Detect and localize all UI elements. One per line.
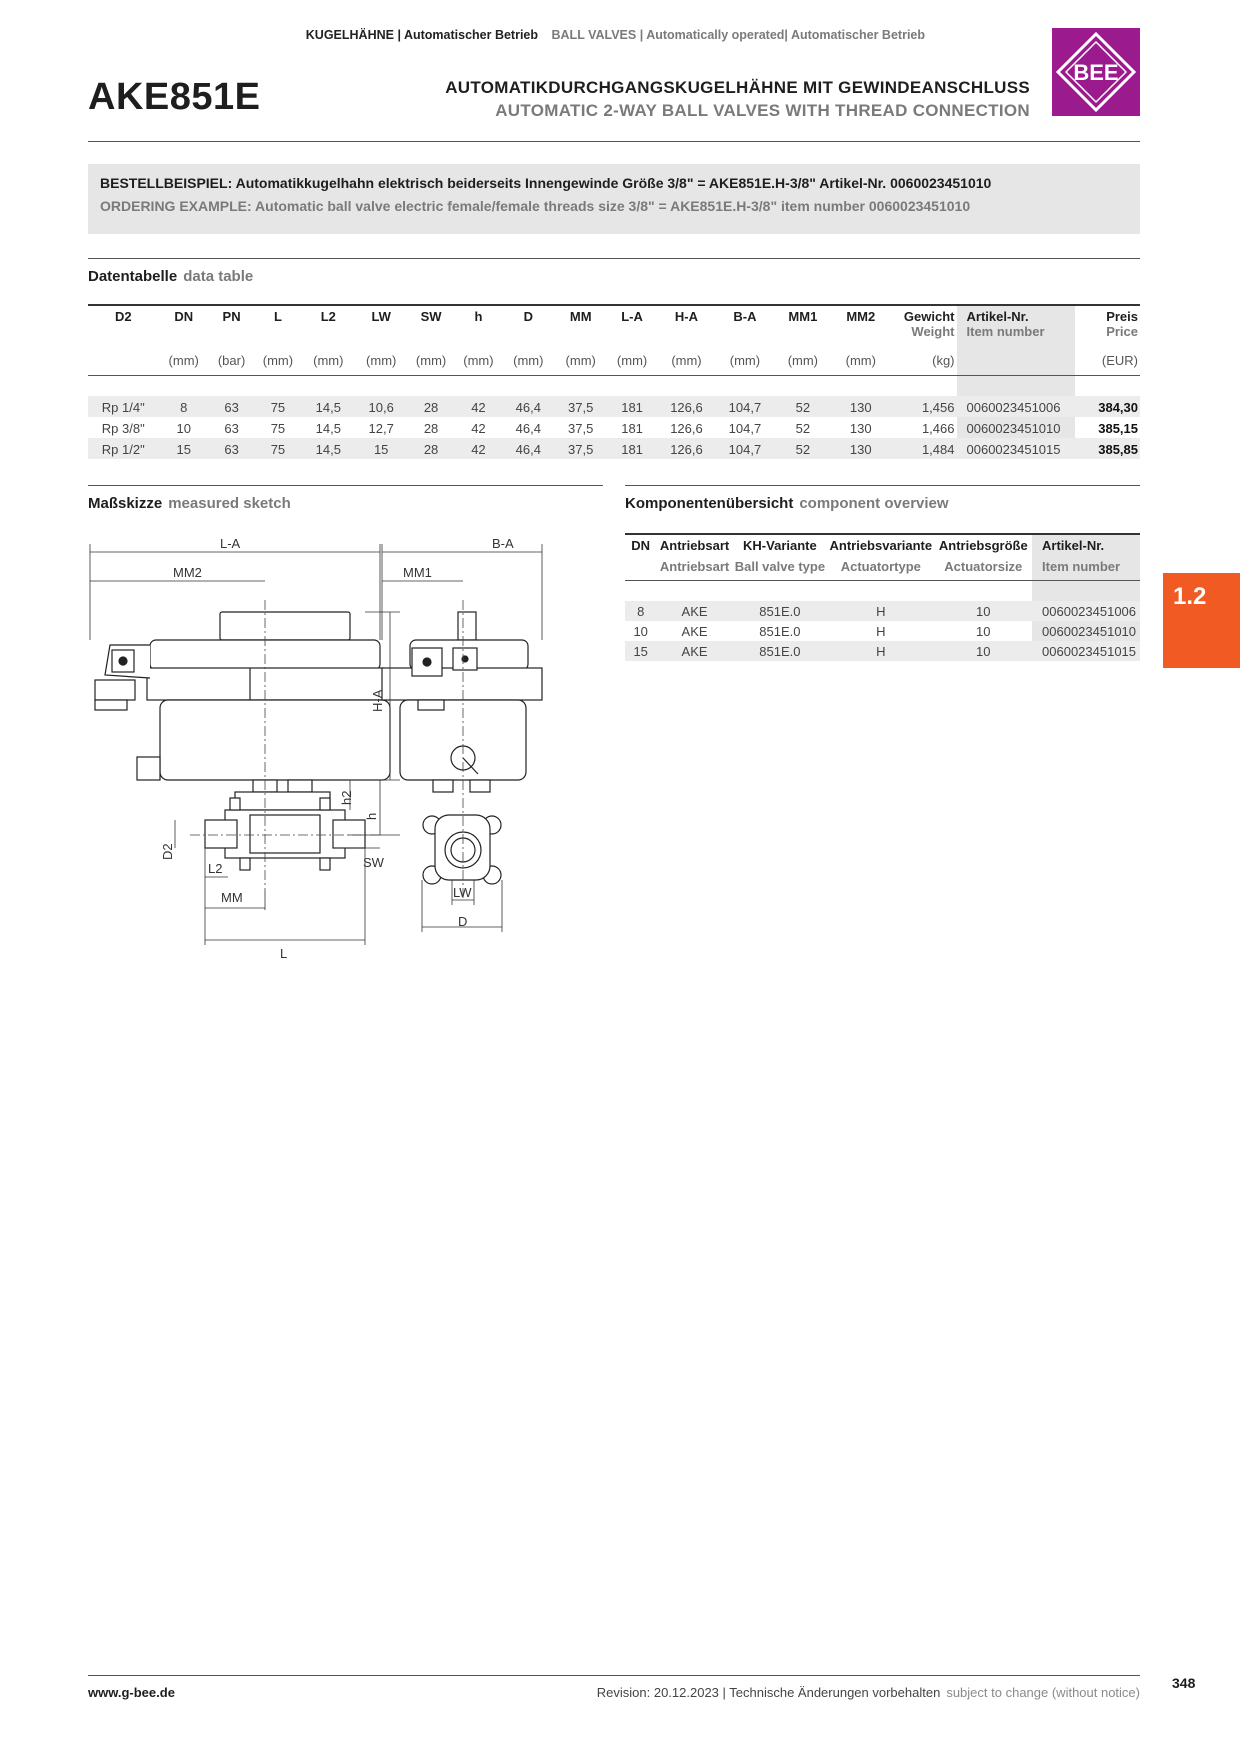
cell: 15 (159, 438, 209, 459)
cell: Rp 1/4" (88, 396, 159, 417)
cell-weight: 1,456 (890, 396, 957, 417)
unit-cell: (mm) (262, 352, 294, 368)
cell: H (827, 641, 935, 661)
cell: 130 (832, 438, 890, 459)
dim-l2: L2 (208, 861, 223, 876)
dim-l: L (280, 946, 288, 961)
unit-cell: (mm) (463, 352, 494, 368)
unit-cell: (mm) (513, 352, 544, 368)
unit-cell-price: (EUR) (1101, 352, 1138, 368)
col-header: L-A (621, 309, 643, 324)
section-tab-label: 1.2 (1173, 583, 1207, 610)
comp-col-header: KH-Variante (743, 538, 817, 553)
comp-col-subheader: Actuatortype (840, 559, 921, 574)
cell: AKE (681, 623, 708, 639)
unit-cell: (mm) (671, 352, 702, 368)
dim-d: D (458, 914, 468, 929)
cell: 52 (774, 438, 831, 459)
dim-mm2: MM2 (173, 565, 202, 580)
components-title-en: component overview (799, 495, 949, 512)
revision-de: Revision: 20.12.2023 | Technische Änderungen vorbehalten (596, 1685, 941, 1700)
sketch-title-en: measured sketch (168, 495, 291, 512)
unit-cell: (mm) (565, 352, 596, 368)
components-title-de: Komponentenübersicht (625, 495, 794, 512)
ordering-example-en: ORDERING EXAMPLE: Automatic ball valve electric female/female threads size 3/8" = AKE851E.H-3/8" item number 0060023451010 (100, 198, 971, 214)
weight-de: Gewicht (903, 309, 955, 324)
data-table-title-en: data table (183, 268, 254, 285)
col-header: B-A (733, 309, 757, 324)
table-row (625, 641, 1140, 661)
cell: 42 (455, 396, 502, 417)
comp-col-header: Antriebsvariante (829, 538, 933, 553)
components-subheader (625, 556, 1140, 581)
cell: 10 (633, 623, 648, 639)
unit-cell: (mm) (616, 352, 648, 368)
unit-cell: (mm) (168, 352, 199, 368)
unit-cell: (mm) (787, 352, 819, 368)
dim-ha: H-A (370, 689, 385, 712)
cell: 46,4 (502, 396, 554, 417)
cell: 130 (849, 420, 872, 436)
dim-d2: D2 (160, 843, 175, 860)
cell-article: 0060023451006 (957, 396, 1076, 417)
ordering-example-de: BESTELLBEISPIEL: Automatikkugelhahn elektrisch beiderseits Innengewinde Größe 3/8" = AKE851E.H-3/8" Artikel-Nr. 0060023451010 (100, 175, 992, 191)
dim-mm: MM (221, 890, 243, 905)
cell-weight: 1,466 (921, 420, 955, 436)
cell: 42 (455, 438, 502, 459)
cell: 10 (935, 601, 1032, 621)
cell: 10 (935, 641, 1032, 661)
cell: 104,7 (728, 420, 762, 436)
cell: 851E.0 (733, 601, 827, 621)
components-title (625, 495, 949, 512)
comp-col-header: Antriebsgröße (938, 538, 1028, 553)
cell: H (827, 601, 935, 621)
cell: 14,5 (302, 396, 355, 417)
col-header: DN (174, 309, 194, 324)
comp-col-subheader: Item number (1032, 556, 1140, 581)
components-header (625, 534, 1140, 556)
cell: 126,6 (657, 438, 715, 459)
cell: 851E.0 (759, 623, 801, 639)
cell: 75 (254, 396, 301, 417)
cell: 37,5 (555, 396, 607, 417)
unit-cell: (mm) (415, 352, 447, 368)
cell: 75 (270, 420, 286, 436)
cell: AKE (656, 601, 732, 621)
cell: 181 (621, 420, 643, 436)
price-en: Price (1106, 324, 1138, 339)
cell: 14,5 (315, 420, 341, 436)
unit-cell: (mm) (729, 352, 761, 368)
comp-col-subheader: Antriebsart (659, 559, 730, 574)
cell: 46,4 (502, 438, 554, 459)
unit-cell (88, 351, 159, 376)
dim-h2: h2 (339, 790, 354, 805)
unit-cell: (mm) (845, 352, 876, 368)
cell: 15 (355, 438, 407, 459)
spacer-row (625, 581, 1140, 602)
cell: 63 (209, 438, 254, 459)
title-de: AUTOMATIKDURCHGANGSKUGELHÄHNE MIT GEWINDEANSCHLUSS (445, 78, 1030, 97)
weight-en: Weight (911, 324, 955, 339)
article-en: Item number (966, 324, 1045, 339)
side-view (95, 612, 390, 870)
cell: 126,6 (670, 420, 703, 436)
cell: 10 (176, 420, 191, 436)
cell-article: 0060023451006 (1032, 601, 1140, 621)
components-table (625, 533, 1140, 661)
dim-ba: B-A (492, 536, 514, 551)
cell-price: 385,15 (1098, 420, 1138, 436)
table-row (88, 438, 1140, 459)
cell: 181 (607, 396, 657, 417)
col-header: MM2 (846, 309, 876, 324)
cell: 130 (832, 396, 890, 417)
cell: 8 (159, 396, 209, 417)
section-tab-marker (1163, 573, 1240, 668)
sketch-title (88, 495, 291, 512)
sketch-title-de: Maßskizze (88, 495, 163, 512)
cell: 851E.0 (733, 641, 827, 661)
cell: 63 (209, 396, 254, 417)
cell: 63 (224, 420, 239, 436)
col-header: D (523, 309, 533, 324)
dim-h: h (364, 812, 379, 820)
category-de: KUGELHÄHNE | Automatischer Betrieb (305, 28, 539, 42)
unit-cell: (mm) (366, 352, 397, 368)
bee-logo-icon (1052, 28, 1140, 116)
cell: 181 (607, 438, 657, 459)
cell: 75 (254, 438, 301, 459)
col-header: MM (569, 309, 592, 324)
cell: 37,5 (555, 438, 607, 459)
cell: 37,5 (568, 420, 594, 436)
cell: 10 (976, 623, 991, 639)
cell: 10,6 (355, 396, 407, 417)
dim-la: L-A (220, 536, 241, 551)
table-row (625, 621, 1140, 641)
data-table-title-de: Datentabelle (88, 268, 178, 285)
category-en: BALL VALVES | Automatically operated| Automatischer Betrieb (551, 28, 925, 42)
col-header: LW (371, 309, 391, 324)
cell: 104,7 (716, 438, 774, 459)
cell-weight: 1,484 (890, 438, 957, 459)
category-line (306, 28, 925, 42)
revision-en: subject to change (without notice) (946, 1685, 1140, 1700)
col-header-weight (890, 305, 957, 351)
cell-article: 0060023451015 (957, 438, 1076, 459)
cell: 52 (774, 396, 831, 417)
data-table (88, 304, 1140, 459)
col-header: L (273, 309, 282, 324)
table-row (88, 417, 1140, 438)
cell: Rp 3/8" (101, 420, 145, 436)
cell: 42 (471, 420, 486, 436)
article-de: Artikel-Nr. (966, 309, 1029, 324)
data-table-title (88, 268, 253, 285)
cell-article: 0060023451010 (1032, 621, 1140, 641)
cell: 8 (625, 601, 656, 621)
spacer-row (88, 376, 1140, 397)
cell-price: 385,85 (1075, 438, 1140, 459)
cell: H (876, 623, 886, 639)
data-table-divider (88, 258, 1140, 259)
logo-text: BEE (1073, 60, 1119, 85)
front-view (382, 612, 542, 884)
comp-col-header: DN (631, 538, 651, 553)
cell: 14,5 (302, 438, 355, 459)
unit-cell: (bar) (217, 352, 246, 368)
cell: 12,7 (368, 420, 394, 436)
comp-col-subheader: Ball valve type (734, 559, 826, 574)
col-header: SW (420, 309, 442, 324)
comp-col-subheader (625, 556, 656, 581)
components-divider (625, 485, 1140, 486)
page-number: 348 (1172, 1675, 1196, 1691)
data-table-header (88, 305, 1140, 351)
comp-col-header: Antriebsart (659, 538, 730, 553)
dim-mm1: MM1 (403, 565, 432, 580)
footer-divider (88, 1675, 1140, 1676)
cell-price: 384,30 (1075, 396, 1140, 417)
dim-sw: SW (363, 855, 384, 870)
col-header-article (957, 305, 1076, 351)
col-header: MM1 (788, 309, 818, 324)
col-header: h (474, 309, 483, 324)
col-header: PN (222, 309, 241, 324)
cell: 46,4 (515, 420, 541, 436)
bee-logo (1052, 28, 1140, 116)
col-header: L2 (320, 309, 336, 324)
cell: 28 (423, 420, 439, 436)
table-row (88, 396, 1140, 417)
comp-col-subheader: Actuatorsize (944, 559, 1023, 574)
cell: AKE (656, 641, 732, 661)
cell: 28 (407, 396, 454, 417)
header-divider (88, 141, 1140, 142)
cell: 104,7 (716, 396, 774, 417)
unit-cell-weight: (kg) (932, 352, 955, 368)
cell: 28 (407, 438, 454, 459)
sketch-divider (88, 485, 603, 486)
data-table-units (88, 351, 1140, 376)
title-en: AUTOMATIC 2-WAY BALL VALVES WITH THREAD CONNECTION (495, 101, 1030, 120)
price-de: Preis (1106, 309, 1138, 324)
cell: 15 (625, 641, 656, 661)
dim-lw: LW (453, 885, 472, 900)
table-row (625, 601, 1140, 621)
cell: 126,6 (657, 396, 715, 417)
col-header-price (1075, 305, 1140, 351)
comp-col-header: Artikel-Nr. (1032, 534, 1140, 556)
cell: 52 (795, 420, 811, 436)
measured-sketch-drawing (80, 530, 620, 980)
cell-article: 0060023451015 (1032, 641, 1140, 661)
footer-url[interactable]: www.g-bee.de (88, 1685, 175, 1700)
col-header: D2 (114, 309, 132, 324)
col-header: H-A (674, 309, 699, 324)
unit-cell-article (957, 351, 1076, 376)
cell: Rp 1/2" (88, 438, 159, 459)
product-code: AKE851E (88, 76, 261, 118)
footer-revision (597, 1685, 1140, 1700)
unit-cell: (mm) (313, 352, 344, 368)
cell-article: 0060023451010 (957, 417, 1076, 438)
